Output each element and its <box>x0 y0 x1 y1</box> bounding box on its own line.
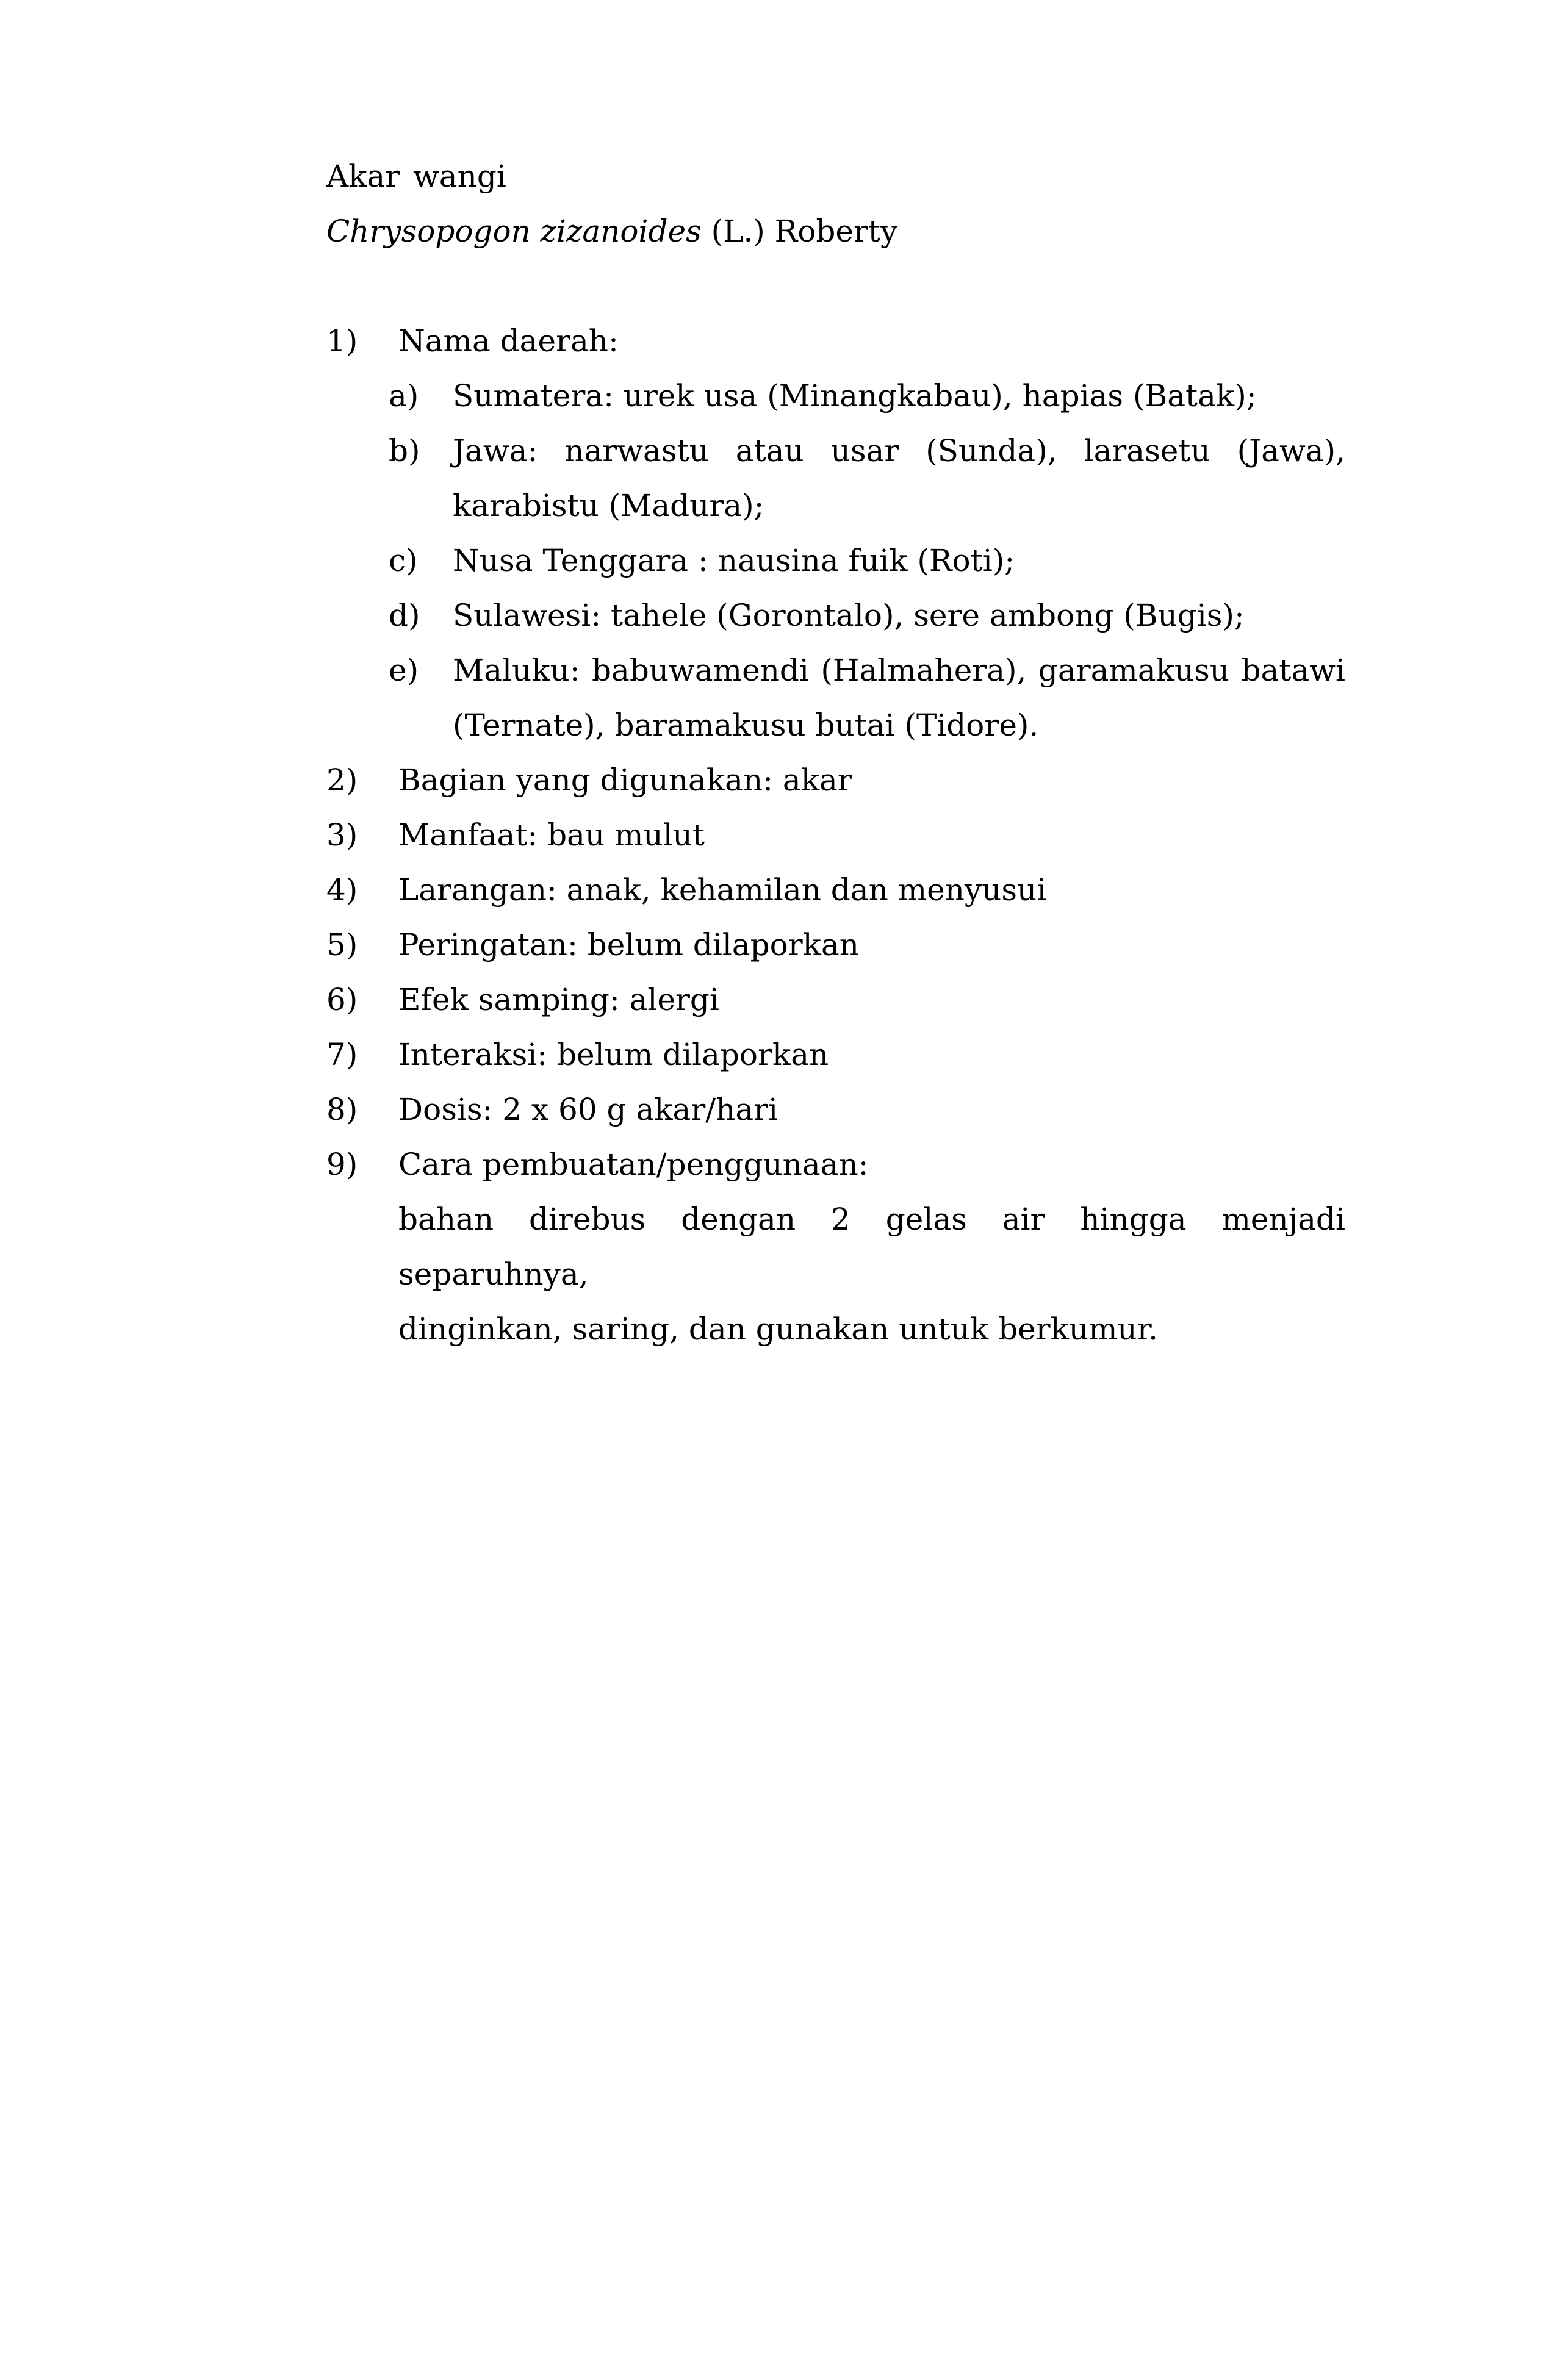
text-line: Nama daerah: <box>398 323 619 359</box>
blank-line <box>326 259 1345 314</box>
text-line: bahan direbus dengan 2 gelas air hingga menjadi separuhnya, <box>398 1202 1345 1292</box>
list-item-marker: 1) <box>326 323 358 359</box>
list-item-marker: 2) <box>326 762 358 798</box>
list-item <box>326 808 1345 862</box>
text-line: karabistu (Madura); <box>453 488 764 523</box>
list-item-marker: a) <box>389 378 419 414</box>
document-content <box>326 149 1345 1357</box>
list-item <box>326 368 1345 423</box>
text-line: Interaksi: belum dilaporkan <box>398 1037 829 1072</box>
text-line: Manfaat: bau mulut <box>398 817 705 853</box>
list-item-marker: d) <box>389 598 420 633</box>
list-item <box>326 423 1345 533</box>
species-author: (L.) Roberty <box>711 213 898 249</box>
list-item <box>326 1137 1345 1357</box>
text-line: Maluku: babuwamendi (Halmahera), garamakusu batawi <box>453 653 1345 688</box>
species-name-line <box>326 204 1345 259</box>
list-item-marker: 3) <box>326 817 358 853</box>
list-item-marker: b) <box>389 433 420 468</box>
list-item-marker: 4) <box>326 872 358 908</box>
list-item-marker: 5) <box>326 927 358 962</box>
text-line: Nusa Tenggara : nausina fuik (Roti); <box>453 543 1015 578</box>
text-line: Cara pembuatan/penggunaan: <box>398 1147 869 1182</box>
text-line: Dosis: 2 x 60 g akar/hari <box>398 1092 778 1127</box>
text-line: Sulawesi: tahele (Gorontalo), sere ambong (Bugis); <box>453 598 1245 633</box>
list-item <box>326 533 1345 588</box>
document-title: Akar wangi <box>326 159 506 194</box>
list <box>326 314 1345 1357</box>
text-line: Efek samping: alergi <box>398 982 719 1017</box>
list-item <box>326 1027 1345 1082</box>
text-line: Jawa: narwastu atau usar (Sunda), larasetu (Jawa), <box>453 433 1345 468</box>
list-item <box>326 972 1345 1027</box>
list-item-marker: c) <box>389 543 418 578</box>
list-item <box>326 862 1345 917</box>
list-item <box>326 1082 1345 1137</box>
list-item-marker: 8) <box>326 1092 358 1127</box>
text-line: dinginkan, saring, dan gunakan untuk berkumur. <box>398 1311 1158 1347</box>
text-line: (Ternate), baramakusu butai (Tidore). <box>453 708 1039 743</box>
text-line: Bagian yang digunakan: akar <box>398 762 852 798</box>
list-item-marker: 7) <box>326 1037 358 1072</box>
species-latin-name: Chrysopogon zizanoides <box>326 213 702 249</box>
list-item <box>326 643 1345 753</box>
text-line: Sumatera: urek usa (Minangkabau), hapias (Batak); <box>453 378 1257 414</box>
list-item-marker: 9) <box>326 1147 358 1182</box>
list-item-marker: e) <box>389 653 419 688</box>
list-item <box>326 314 1345 368</box>
text-line: Larangan: anak, kehamilan dan menyusui <box>398 872 1047 908</box>
list-item <box>326 917 1345 972</box>
list-item <box>326 753 1345 808</box>
list-item-marker: 6) <box>326 982 358 1017</box>
text-line: Peringatan: belum dilaporkan <box>398 927 859 962</box>
list-item <box>326 588 1345 643</box>
